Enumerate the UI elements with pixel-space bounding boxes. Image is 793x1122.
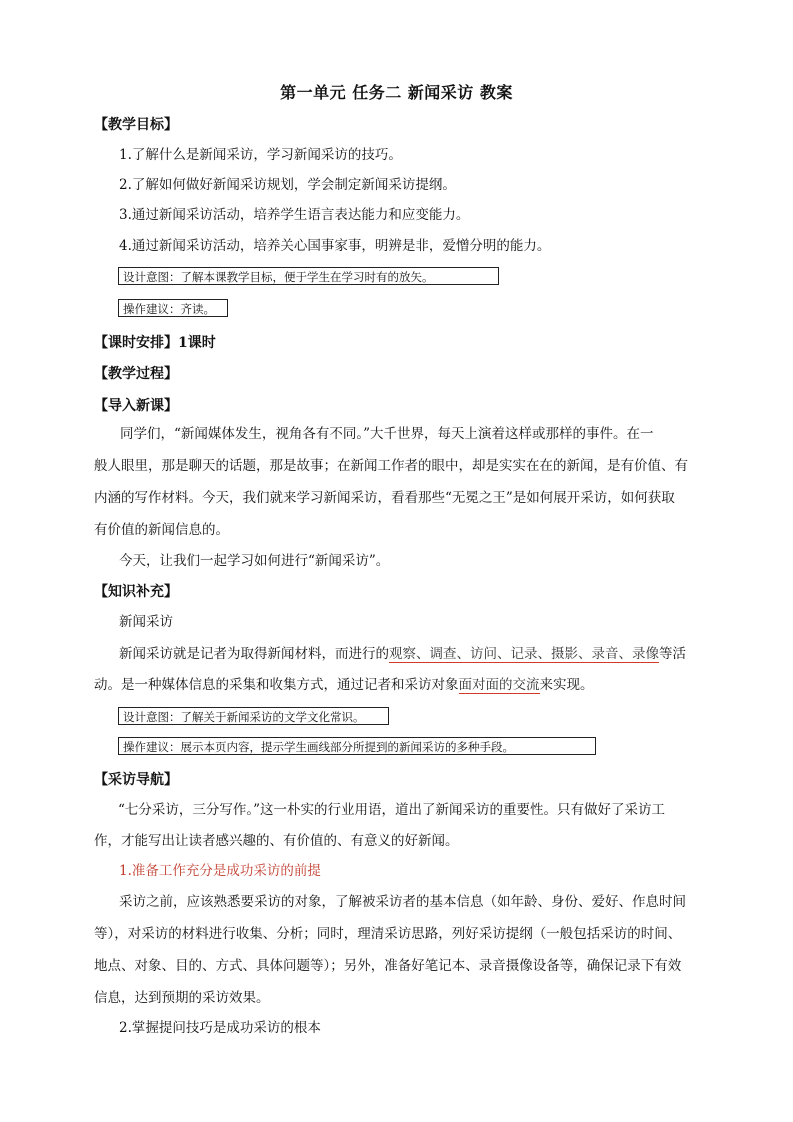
goals-heading: 【教学目标】 (94, 117, 178, 133)
guide-heading: 【采访导航】 (94, 772, 178, 788)
definition-line (94, 671, 706, 700)
intro-last-line: 今天，让我们一起学习如何进行“新闻采访”。 (119, 553, 390, 569)
definition-line (119, 640, 686, 669)
knowledge-heading: 【知识补充】 (94, 584, 178, 600)
subsection-paragraph-line: 信息，达到预期的采访效果。 (94, 990, 270, 1006)
subsection-paragraph-line: 采访之前，应该熟悉要采访的对象，了解被采访者的基本信息（如年龄、身份、爱好、作息时间 (119, 894, 686, 910)
underlined-methods: 观察、调查、访问、记录、摄影、录音、录像 (389, 646, 659, 662)
definition-text: 等活 (659, 646, 686, 662)
underlined-phrase: 面对面的交流 (458, 677, 540, 693)
subsection-heading: 2.掌握提问技巧是成功采访的根本 (119, 1020, 321, 1036)
definition-text: 新闻采访就是记者为取得新闻材料，而进行的 (119, 646, 389, 662)
design-intent-note: 设计意图：了解本课教学目标，便于学生在学习时有的放矢。 (118, 267, 499, 285)
intro-heading: 【导入新课】 (94, 398, 178, 414)
guide-paragraph-line: 作，才能写出让读者感兴趣的、有价值的、有意义的好新闻。 (94, 833, 459, 849)
goal-item: 4.通过新闻采访活动，培养关心国事家事，明辨是非，爱憎分明的能力。 (119, 238, 551, 254)
subsection-paragraph-line: 等），对采访的材料进行收集、分析；同时，理清采访思路，列好采访提纲（一般包括采访的时间、 (94, 926, 682, 942)
process-heading: 【教学过程】 (94, 366, 178, 382)
goal-item: 1.了解什么是新闻采访，学习新闻采访的技巧。 (119, 147, 402, 163)
schedule-heading: 【课时安排】1课时 (94, 335, 216, 351)
subsection-heading: 1.准备工作充分是成功采访的前提 (119, 863, 321, 879)
knowledge-term: 新闻采访 (119, 614, 173, 630)
goal-item: 3.通过新闻采访活动，培养学生语言表达能力和应变能力。 (119, 207, 470, 223)
operation-suggestion-note: 操作建议：展示本页内容，提示学生画线部分所提到的新闻采访的多种手段。 (118, 737, 596, 755)
guide-paragraph-line: “七分采访，三分写作。”这一朴实的行业用语，道出了新闻采访的重要性。只有做好了采访工 (118, 802, 666, 818)
intro-paragraph-line: 内涵的写作材料。今天，我们就来学习新闻采访，看看那些“无冕之王”是如何展开采访，如何获取 (94, 490, 675, 506)
subsection-paragraph-line: 地点、对象、目的、方式、具体问题等）；另外，准备好笔记本、录音摄像设备等，确保记录下有效 (94, 958, 682, 974)
intro-paragraph-line: 有价值的新闻信息的。 (94, 522, 229, 538)
definition-text: 来实现。 (539, 677, 594, 693)
design-intent-note: 设计意图：了解关于新闻采访的文学文化常识。 (118, 707, 389, 725)
intro-paragraph-line: 般人眼里，那是聊天的话题，那是故事；在新闻工作者的眼中，却是实实在在的新闻，是有价值、有 (94, 458, 688, 474)
operation-suggestion-note: 操作建议：齐读。 (118, 299, 228, 317)
definition-text: 动。是一种媒体信息的采集和收集方式，通过记者和采访对象 (94, 677, 459, 693)
document-title: 第一单元 任务二 新闻采访 教案 (280, 83, 513, 102)
intro-paragraph-line: 同学们，“新闻媒体发生，视角各有不同。”大千世界，每天上演着这样或那样的事件。在一 (120, 426, 654, 442)
goal-item: 2.了解如何做好新闻采访规划，学会制定新闻采访提纲。 (119, 177, 456, 193)
